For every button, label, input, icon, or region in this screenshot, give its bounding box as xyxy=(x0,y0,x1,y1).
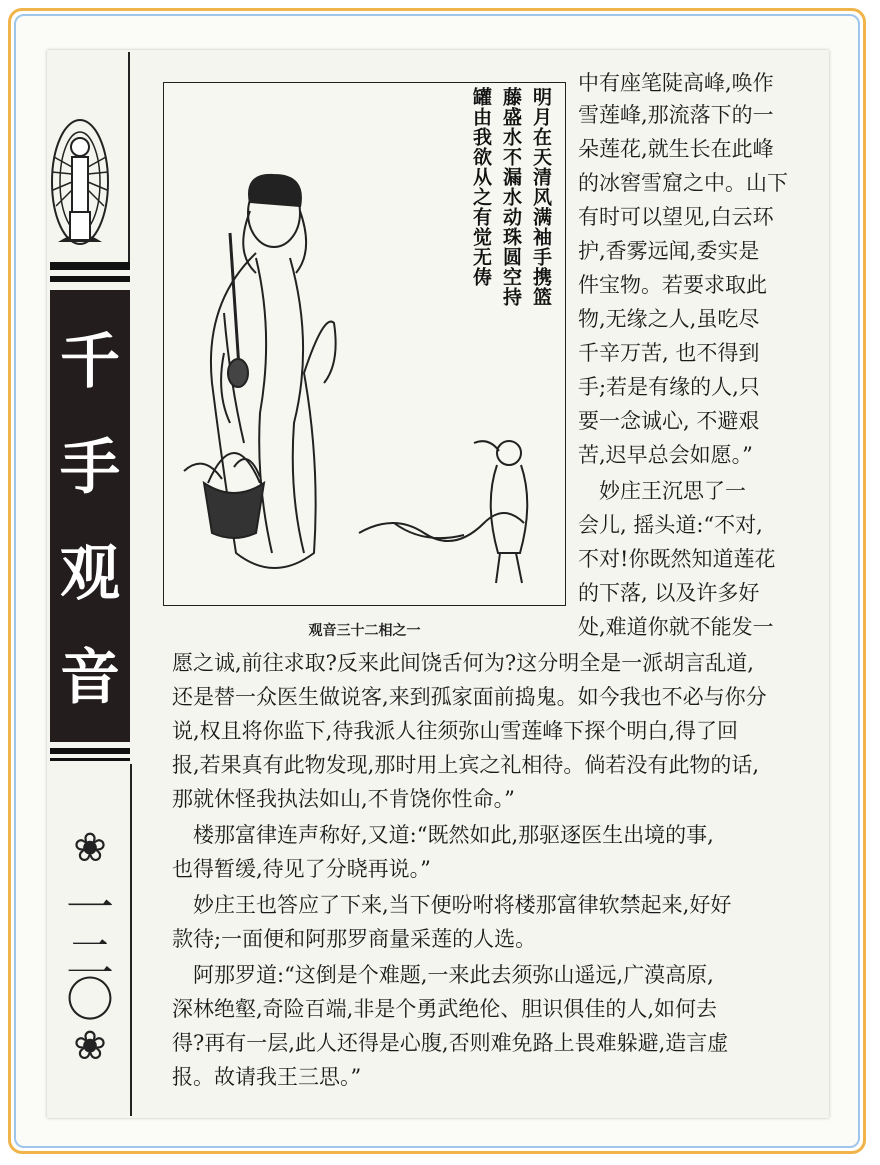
body-text-line: 手;若是有缘的人,只 xyxy=(578,375,760,399)
illustration-caption: 观音三十二相之一 xyxy=(308,623,421,639)
body-text-line: 处,难道你就不能发一 xyxy=(578,615,774,639)
page-number-char: 〇 xyxy=(65,972,114,1028)
body-text-line: 妙庄王也答应了下来,当下便吩咐将楼那富律软禁起来,好好 xyxy=(172,893,732,917)
body-text-line: 有时可以望见,白云环 xyxy=(578,205,774,229)
body-text-line: 千辛万苦, 也不得到 xyxy=(578,341,760,365)
spine-rule xyxy=(50,758,130,761)
body-text-line: 妙庄王沉思了一 xyxy=(578,479,746,503)
flower-ornament-icon: ❀ xyxy=(73,1023,107,1069)
body-text-line: 报,若果真有此物发现,那时用上宾之礼相待。倘若没有此物的话, xyxy=(172,753,760,777)
body-text-line: 的下落, 以及许多好 xyxy=(578,581,760,605)
body-text-line: 雪莲峰,那流落下的一 xyxy=(578,103,774,127)
book-title-char: 音 xyxy=(60,643,120,713)
flower-ornament-icon: ❀ xyxy=(73,825,107,871)
page-number-char: 一 xyxy=(65,880,114,936)
body-text-line: 还是替一众医生做说客,来到孤家面前捣鬼。如今我也不必与你分 xyxy=(172,685,767,709)
page-number-panel xyxy=(50,764,132,1116)
body-text-line: 款待;一面便和阿那罗商量采莲的人选。 xyxy=(172,927,537,951)
body-text-line: 不对!你既然知道莲花 xyxy=(578,547,776,571)
body-text-line: 物,无缘之人,虽吃尽 xyxy=(578,307,760,331)
book-title-char: 观 xyxy=(60,539,120,609)
spine-rule xyxy=(50,262,130,270)
spine-rule xyxy=(50,748,130,754)
body-text-line: 愿之诚,前往求取?反来此间饶舌何为?这分明全是一派胡言乱道, xyxy=(172,651,754,675)
body-text-line: 护,香雾远闻,委实是 xyxy=(578,239,760,263)
body-text-line: 得?再有一层,此人还得是心腹,否则难免路上畏难躲避,造言虚 xyxy=(172,1031,729,1055)
body-text-line: 也得暂缓,待见了分晓再说。” xyxy=(172,857,431,881)
body-text-line: 苦,迟早总会如愿。” xyxy=(578,443,753,467)
body-text-line: 深林绝壑,奇险百端,非是个勇武绝伦、胆识俱佳的人,如何去 xyxy=(172,997,718,1021)
poem-column: 罐由我欲从之有觉无俦 xyxy=(470,87,492,287)
body-text-line: 楼那富律连声称好,又道:“既然如此,那驱逐医生出境的事, xyxy=(172,823,714,847)
book-title-panel xyxy=(50,290,130,742)
body-text-line: 报。故请我王三思。” xyxy=(172,1065,362,1089)
page-number-char: 二 xyxy=(65,930,114,986)
body-text-line: 会儿, 摇头道:“不对, xyxy=(578,513,763,537)
body-text-line: 朵莲花,就生长在此峰 xyxy=(578,137,774,161)
body-text-line: 要一念诚心, 不避艰 xyxy=(578,409,760,433)
body-text-line: 件宝物。若要求取此 xyxy=(578,273,767,297)
poem-column: 明月在天清风满袖手携篮 xyxy=(530,87,552,307)
body-text-line: 那就休怪我执法如山,不肯饶你性命。” xyxy=(172,787,515,811)
spine-rule xyxy=(50,276,130,282)
body-text-line: 说,权且将你监下,待我派人往须弥山雪莲峰下探个明白,得了回 xyxy=(172,719,739,743)
body-text-line: 的冰窖雪窟之中。山下 xyxy=(578,171,788,195)
book-title-char: 手 xyxy=(60,433,120,503)
book-title-char: 千 xyxy=(60,327,120,397)
body-text-line: 中有座笔陡高峰,唤作 xyxy=(578,71,774,95)
body-text-line: 阿那罗道:“这倒是个难题,一来此去须弥山遥远,广漠高原, xyxy=(172,963,714,987)
guanyin-thousand-arms-emblem-icon xyxy=(50,102,125,262)
spine-top-panel xyxy=(50,52,130,262)
poem-column: 藤盛水不漏水动珠圆空持 xyxy=(500,87,522,307)
illustration-frame xyxy=(163,82,566,606)
